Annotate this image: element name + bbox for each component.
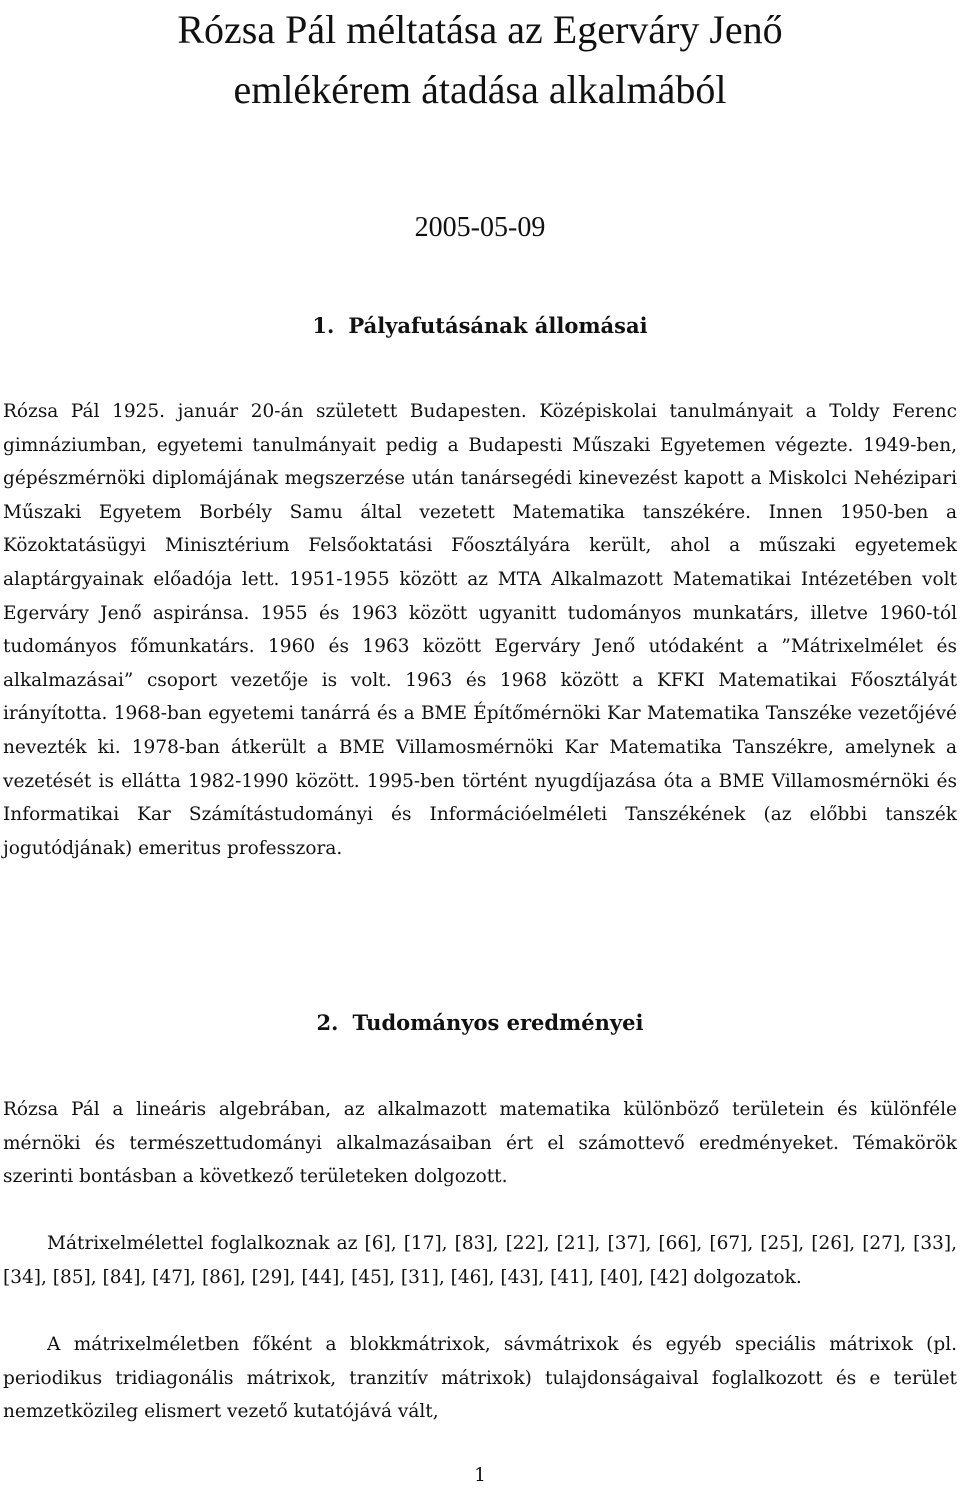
section-2-paragraph-2: Mátrixelmélettel foglalkoznak az [6], [17], [83], [22], [21], [37], [66], [67], [25], [26], [27], [33], [34], [85], [84], [47], [86], [29], [44], [45], [31], [46], [43], [41], [40], [42] dolgozatok. xyxy=(3,1233,957,1288)
section-number: 1. xyxy=(312,313,335,338)
title-line-2: emlékérem átadása alkalmából xyxy=(233,67,727,112)
section-2-paragraph-1: Rózsa Pál a lineáris algebrában, az alkalmazott matematika különböző területein és különféle mérnöki és természettudományi alkalmazásaiban ért el számottevő eredményeket. Témakörök szerinti bontásban a következő területeken dolgozott. xyxy=(3,1099,957,1188)
section-title-text: Tudományos eredményei xyxy=(352,1010,644,1035)
section-number: 2. xyxy=(316,1010,339,1035)
page-number: 1 xyxy=(474,1465,486,1486)
document-title xyxy=(0,0,960,120)
section-2-paragraph-3: A mátrixelméletben főként a blokkmátrixok, sávmátrixok és egyéb speciális mátrixok (pl. periodikus tridiagonális mátrixok, tranzitív mátrixok) tulajdonságaival foglalkozott és e terület nemzetközileg elismert vezető kutatójává vált, xyxy=(3,1334,957,1423)
section-title-text: Pályafutásának állomásai xyxy=(348,313,648,338)
document-date: 2005-05-09 xyxy=(414,212,546,243)
section-1-paragraph-1: Rózsa Pál 1925. január 20-án született Budapesten. Középiskolai tanulmányait a Toldy Ferenc gimnáziumban, egyetemi tanulmányait pedig a Budapesti Műszaki Egyetemen végezte. 1949-ben, gépészmérnöki diplomájának megszerzése után tanársegédi kinevezést kapott a Miskolci Nehézipari Műszaki Egyetem Borbély Samu által vezetett Matematika tanszékére. Innen 1950-ben a Közoktatásügyi Minisztérium Felsőoktatási Főosztályára került, ahol a műszaki egyetemek alaptárgyainak előadója lett. 1951-1955 között az MTA Alkalmazott Matematikai Intézetében volt Egerváry Jenő aspiránsa. 1955 és 1963 között ugyanitt tudományos munkatárs, illetve 1960-tól tudományos főmunkatárs. 1960 és 1963 között Egerváry Jenő utódaként a ”Mátrixelmélet és alkalmazásai” csoport vezetője is volt. 1963 és 1968 között a KFKI Matematikai Főosztályát irányította. 1968-ban egyetemi tanárrá és a BME Építőmérnöki Kar Matematika Tanszéke vezetőjévé nevezték ki. 1978-ban átkerült a BME Villamosmérnöki Kar Matematika Tanszékre, amelynek a vezetését is ellátta 1982-1990 között. 1995-ben történt nyugdíjazása óta a BME Villamosmérnöki és Informatikai Kar Számítástudományi és Információelméleti Tanszékének (az előbbi tanszék jogutódjának) emeritus professzora. xyxy=(3,401,957,859)
section-heading-1 xyxy=(0,310,960,342)
title-line-1: Rózsa Pál méltatása az Egerváry Jenő xyxy=(177,7,783,52)
section-heading-2 xyxy=(0,1007,960,1039)
